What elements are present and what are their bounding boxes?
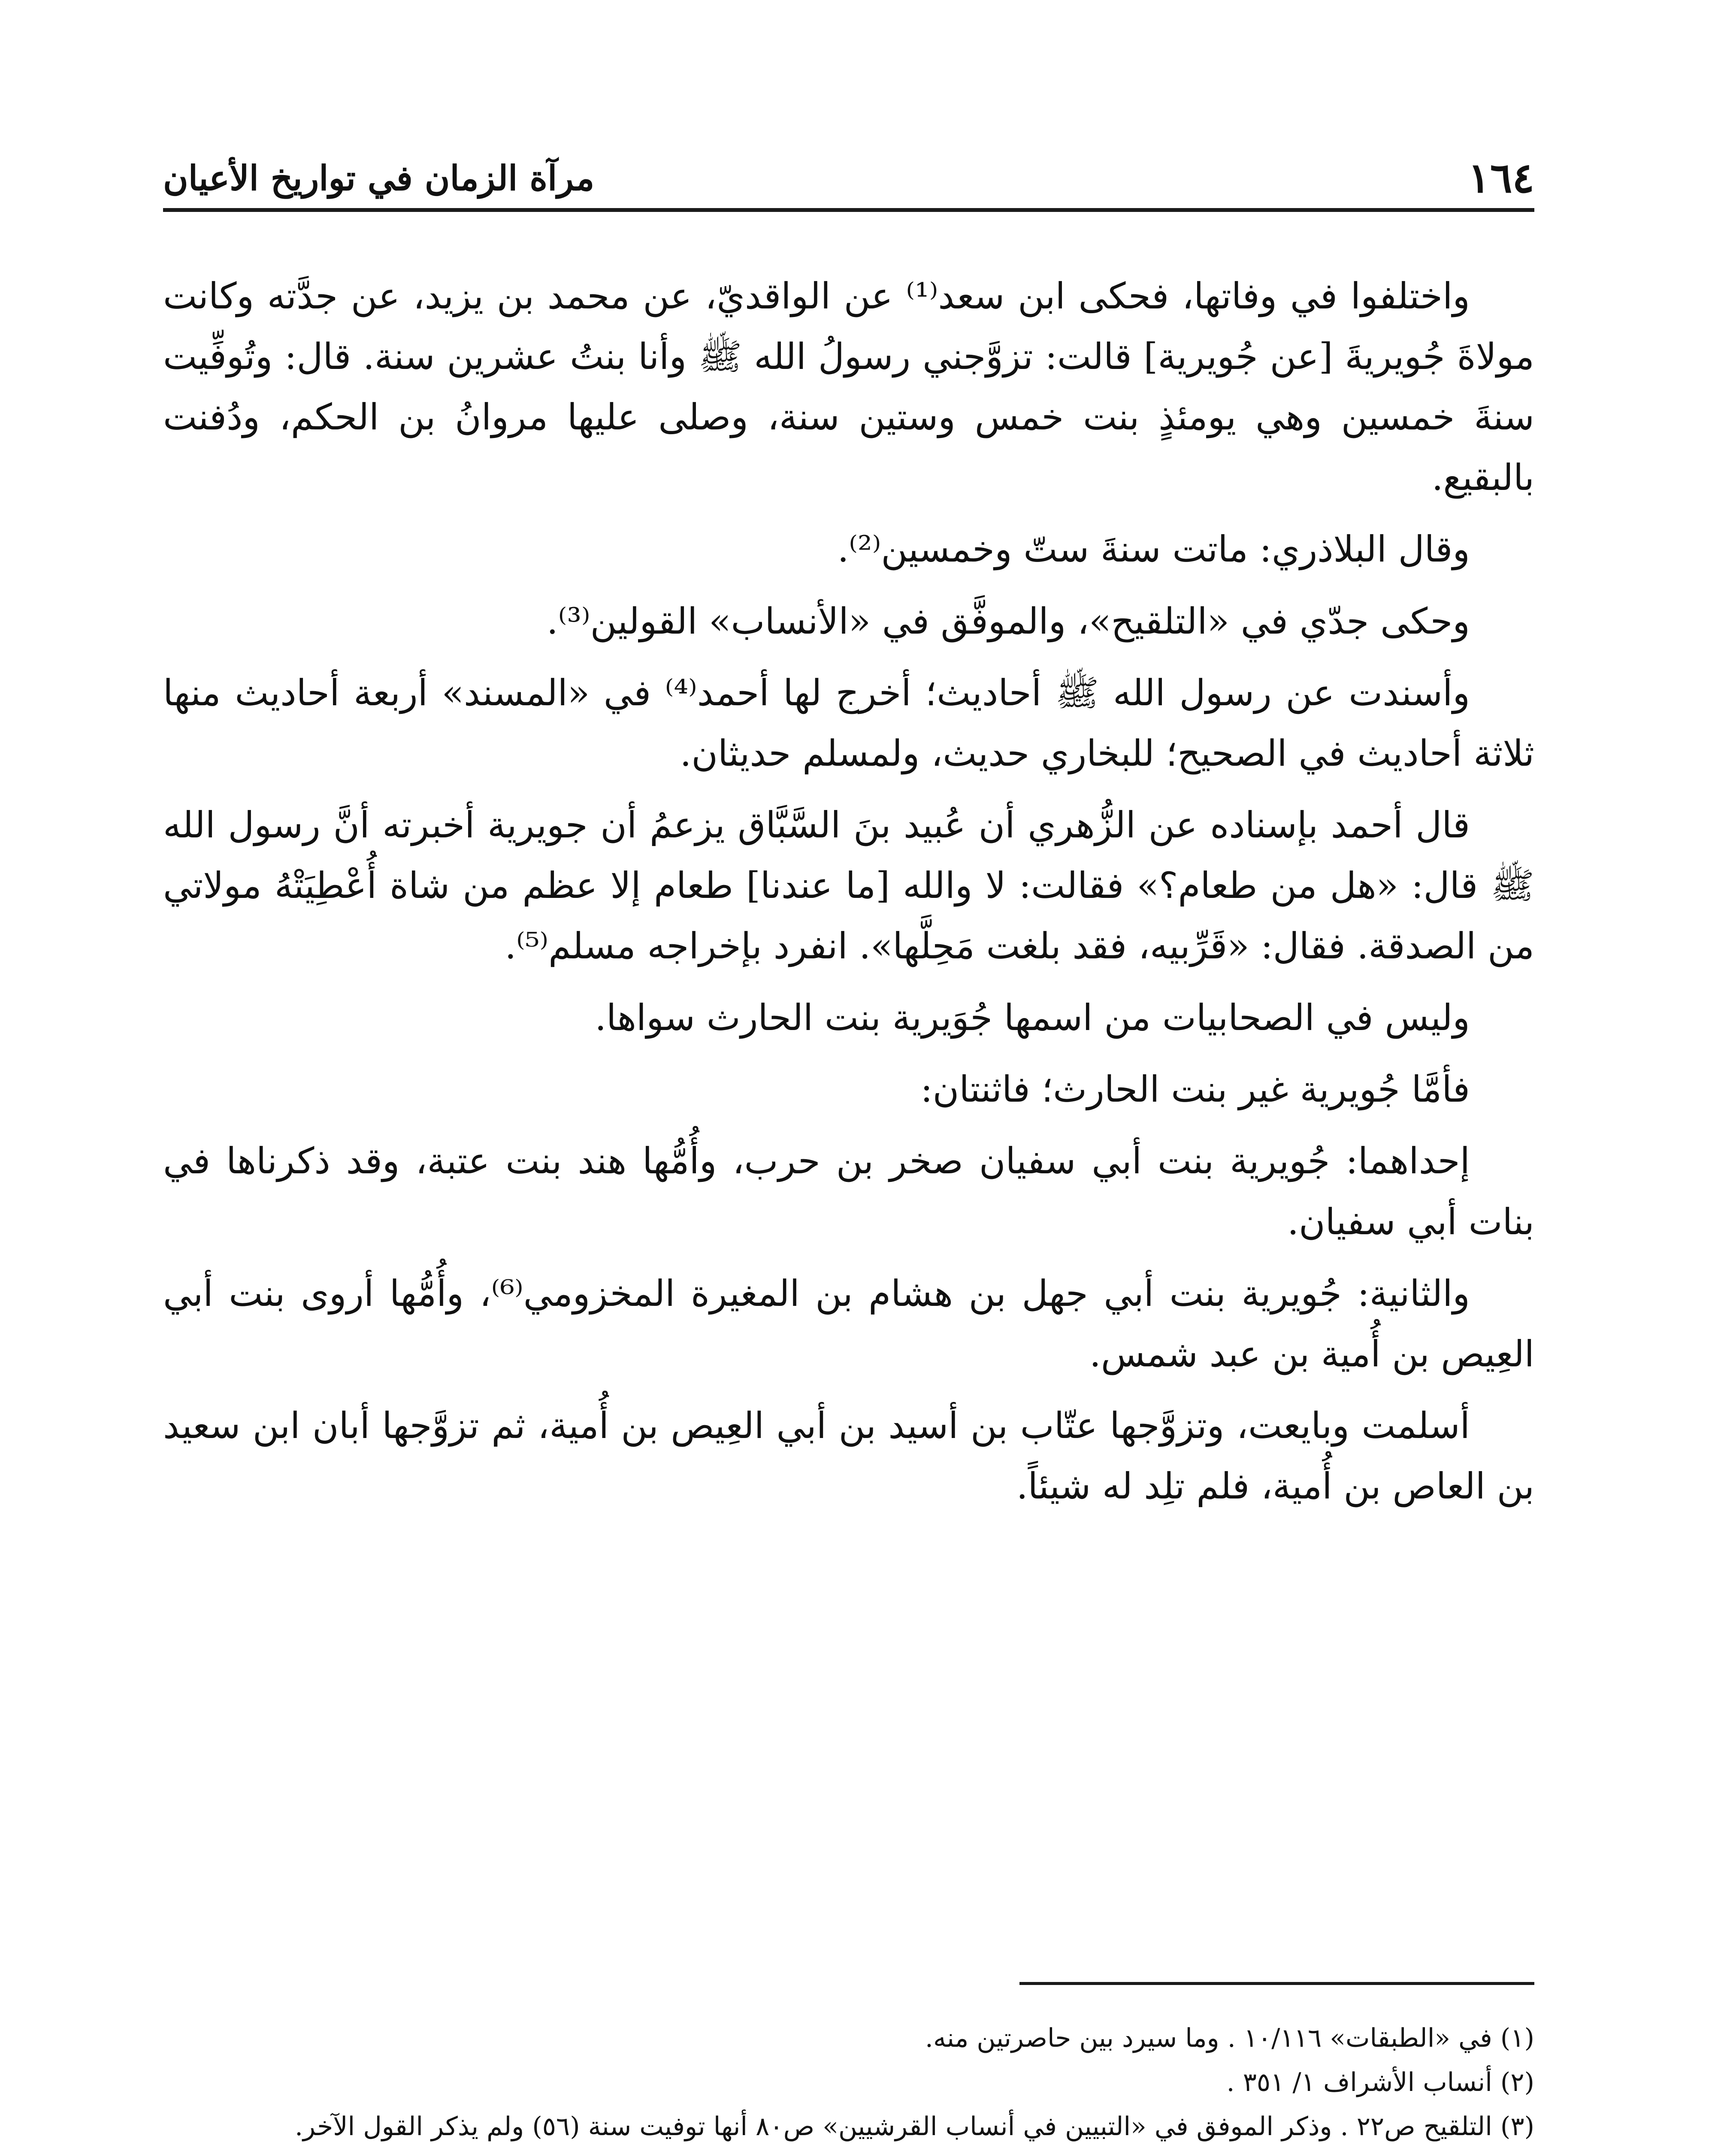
paragraph: واختلفوا في وفاتها، فحكى ابن سعد⁽¹⁾ عن الواقديّ، عن محمد بن يزيد، عن جدَّته وكانت مولاةَ جُويريةَ [عن جُويرية] قالت: تزوَّجني رسولُ الله ﷺ وأنا بنتُ عشرين سنة. قال: وتُوفِّيت سنةَ خمسين وهي يومئذٍ بنت خمس وستين سنة، وصلى عليها مروانُ بن الحكم، ودُفنت بالبقيع. [163,275,1534,499]
paragraph: وحكى جدّي في «التلقيح»، والموفَّق في «الأنساب» القولين⁽³⁾. [547,600,1470,642]
paragraph: وليس في الصحابيات من اسمها جُوَيرية بنت الحارث سواها. [595,997,1470,1039]
paragraph: وأسندت عن رسول الله ﷺ أحاديث؛ أخرج لها أحمد⁽⁴⁾ في «المسند» أربعة أحاديث منها ثلاثة أحاديث في الصحيح؛ للبخاري حديث، ولمسلم حديثان. [163,671,1534,774]
paragraph: فأمَّا جُويرية غير بنت الحارث؛ فاثنتان: [920,1068,1470,1111]
main-text [163,266,1534,1528]
footnote: (٣) التلقيح ص٢٢ . وذكر الموفق في «التبيين في أنساب القرشيين» ص٨٠ أنها توفيت سنة (٥٦) ولم يذكر القول الآخر. [294,2112,1534,2142]
page-header [163,148,1534,212]
footnote: (١) في «الطبقات» ١٠/١١٦ . وما سيرد بين حاصرتين منه. [925,2023,1534,2053]
running-title: مرآة الزمان في تواريخ الأعيان [163,158,595,198]
paragraph: إحداهما: جُويرية بنت أبي سفيان صخر بن حرب، وأُمُّها هند بنت عتبة، وقد ذكرناها في بنات أبي سفيان. [163,1140,1534,1243]
paragraph: قال أحمد بإسناده عن الزُّهري أن عُبيد بنَ السَّبَّاق يزعمُ أن جويرية أخبرته أنَّ رسول الله ﷺ قال: «هل من طعام؟» فقالت: لا والله [ما عندنا] طعام إلا عظم من شاة أُعْطِيَتْهُ مولاتي من الصدقة. فقال: «قَرِّبيه، فقد بلغت مَحِلَّها». انفرد بإخراجه مسلم⁽⁵⁾. [163,804,1534,967]
paragraph: أسلمت وبايعت، وتزوَّجها عتّاب بن أسيد بن أبي العِيص بن أُمية، ثم تزوَّجها أبان ابن سعيد بن العاص بن أُمية، فلم تلِد له شيئاً. [163,1404,1534,1507]
page-number: ١٦٤ [1468,154,1534,202]
paragraph: والثانية: جُويرية بنت أبي جهل بن هشام بن المغيرة المخزومي⁽⁶⁾، وأُمُّها أروى بنت أبي العِيص بن أُمية بن عبد شمس. [163,1272,1534,1375]
footnotes [163,2016,1534,2145]
footnote: (٢) أنساب الأشراف ١/ ٣٥١ . [1226,2067,1534,2098]
footnote-divider [1019,1982,1534,1985]
paragraph: وقال البلاذري: ماتت سنةَ ستّ وخمسين⁽²⁾. [837,528,1470,571]
